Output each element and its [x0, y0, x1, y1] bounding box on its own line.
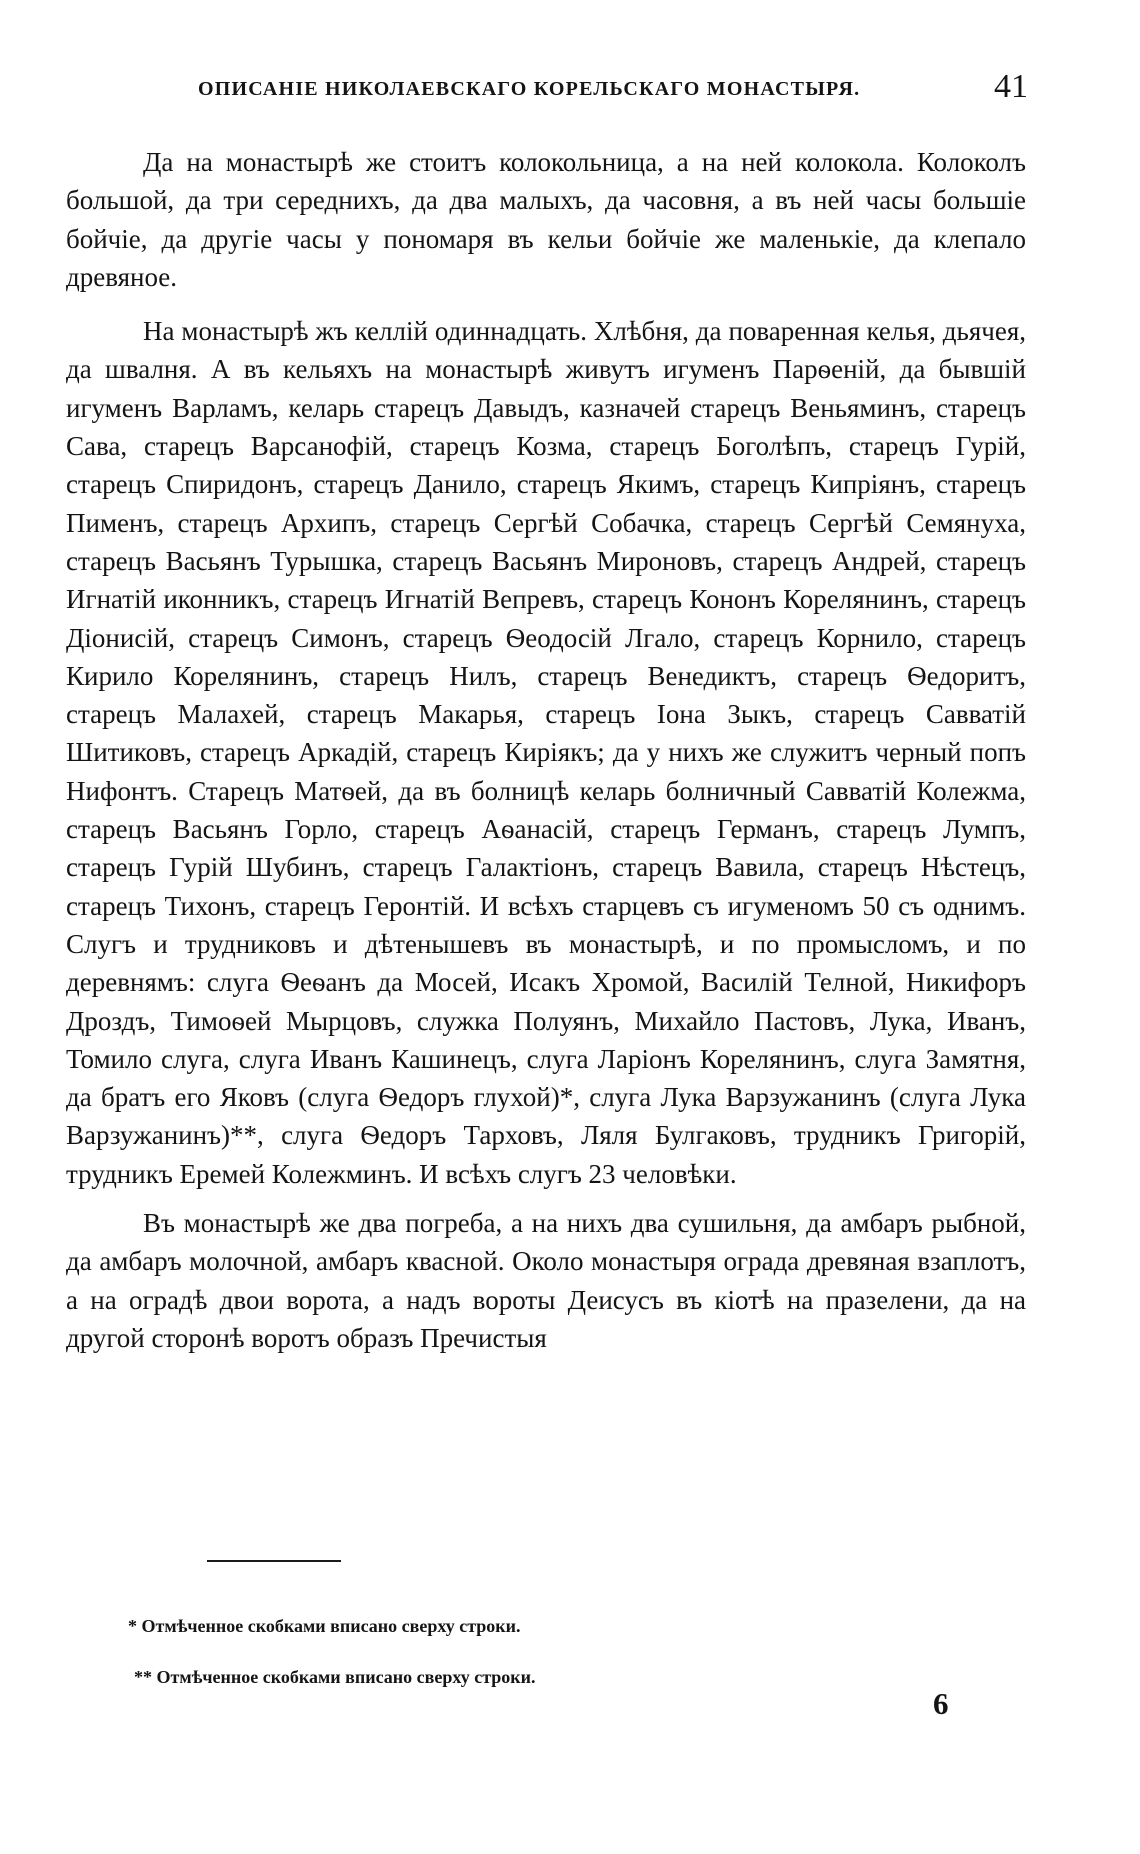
signature-mark: 6 [933, 1686, 949, 1721]
page-header [198, 68, 1028, 108]
body-text [66, 143, 1026, 1357]
footnote-first: * Отмѣченное скобками вписано сверху строки. [128, 1616, 521, 1636]
paragraph-bells: Да на монастырѣ же стоитъ колокольница, а на ней колокола. Колоколъ большой, да три середнихъ, да два малыхъ, да часовня, а въ ней часы большіе бойчіе, да другіе часы у пономаря въ кельи бойчіе же маленькіе, да клепало древяное. [66, 147, 1026, 292]
page-number: 41 [994, 68, 1028, 105]
running-title: ОПИСАНІЕ НИКОЛАЕВСКАГО КОРЕЛЬСКАГО МОНАСТЫРЯ. [198, 78, 861, 100]
paragraph-cells-and-elders: На монастырѣ жъ келлій одиннадцать. Хлѣбня, да поваренная келья, дьячея, да швалня. А въ кельяхъ на монастырѣ живутъ игуменъ Парѳеній, да бывшій игуменъ Варламъ, келарь старецъ Давыдъ, казначей старецъ Веньяминъ, старецъ Сава, старецъ Варсанофій, старецъ Козма, старецъ Боголѣпъ, старецъ Гурій, старецъ Спиридонъ, старецъ Данило, старецъ Якимъ, старецъ Кипріянъ, старецъ Пименъ, старецъ Архипъ, старецъ Сергѣй Собачка, старецъ Сергѣй Семянуха, старецъ Васьянъ Турышка, старецъ Васьянъ Мироновъ, старецъ Андрей, старецъ Игнатій иконникъ, старецъ Игнатій Вепревъ, старецъ Кононъ Корелянинъ, старецъ Діонисій, старецъ Симонъ, старецъ Ѳеодосій Лгало, старецъ Корнило, старецъ Кирило Корелянинъ, старецъ Нилъ, старецъ Венедиктъ, старецъ Ѳедоритъ, старецъ Малахей, старецъ Макарья, старецъ Іона Зыкъ, старецъ Савватій Шитиковъ, старецъ Аркадій, старецъ Киріякъ; да у нихъ же служитъ черный попъ Нифонтъ. Старецъ Матѳей, да въ болницѣ келарь болничный Савватій Колежма, старецъ Васьянъ Горло, старецъ Аѳанасій, старецъ Германъ, старецъ Лумпъ, старецъ Гурій Шубинъ, старецъ Галактіонъ, старецъ Вавила, старецъ Нѣстецъ, старецъ Тихонъ, старецъ Геронтій. И всѣхъ старцевъ съ игуменомъ 50 съ однимъ. Слугъ и трудниковъ и дѣтенышевъ въ монастырѣ, и по промысломъ, и по деревнямъ: слуга Ѳеѳанъ да Мосей, Исакъ Хромой, Василій Телной, Никифоръ Дроздъ, Тимоѳей Мырцовъ, служка Полуянъ, Михайло Пастовъ, Лука, Иванъ, Томило слуга, слуга Иванъ Кашинецъ, слуга Ларіонъ Корелянинъ, слуга Замятня, да братъ его Яковъ (слуга Ѳедоръ глухой)*, слуга Лука Варзужанинъ (слуга Лука Варзужанинъ)**, слуга Ѳедоръ Тарховъ, Ляля Булгаковъ, трудникъ Григорій, трудникъ Еремей Колежминъ. И всѣхъ слугъ 23 человѣки. [66, 316, 1026, 1189]
footnote-rule [207, 1560, 341, 1562]
footnotes [128, 1614, 888, 1716]
paragraph-cellars-and-fence: Въ монастырѣ же два погреба, а на нихъ два сушильня, да амбаръ рыбной, да амбаръ молочной, амбаръ квасной. Около монастыря ограда древяная взаплотъ, а на оградѣ двои ворота, а надъ вороты Деисусъ въ кіотѣ на празелени, да на другой сторонѣ воротъ образъ Пречистыя [66, 1208, 1026, 1353]
footnote-second: ** Отмѣченное скобками вписано сверху строки. [134, 1667, 536, 1687]
